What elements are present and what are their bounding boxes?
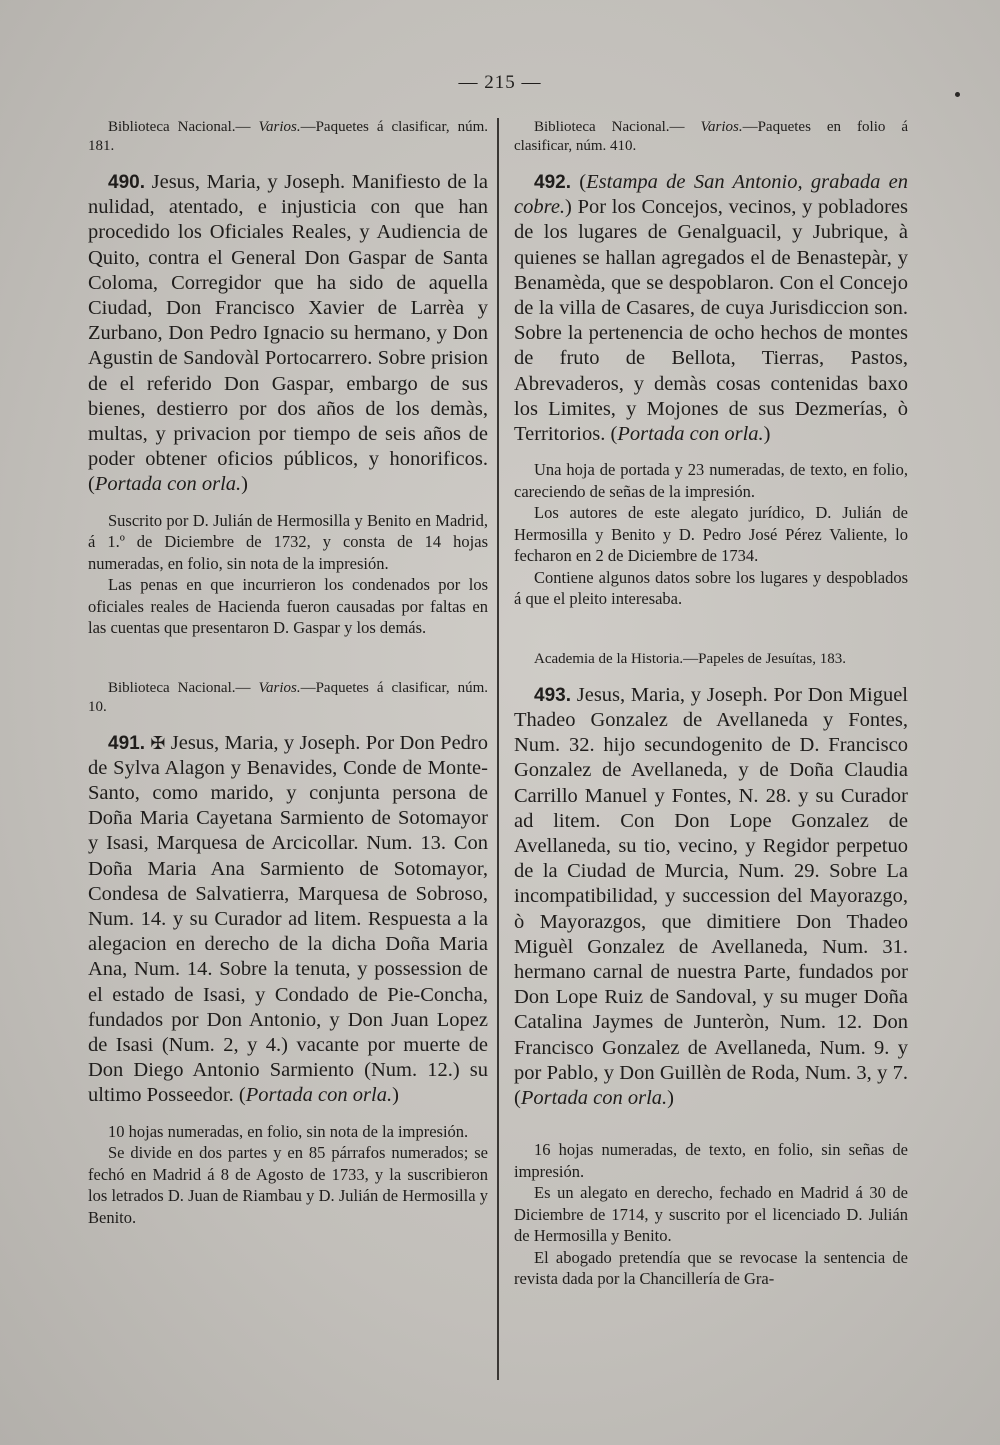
spacer [88,639,488,679]
page-number: — 215 — [458,72,542,93]
source-line-491 [88,679,488,717]
source-italic: Varios. [258,679,301,696]
source-italic: Varios. [700,119,743,135]
entry-493 [514,683,908,1111]
entry-491 [88,731,488,1109]
entry-body: Jesus, Maria, y Joseph. Por Don Miguel Thadeo Gonzalez de Avellaneda y Fontes, Num. 32. hijo secundogenito de D. Francisco Gonzalez de Avellaneda, y de Doña Claudia Carrillo Manuel y Fontes, N. 28. y su Curador ad litem. Con Don Lope Gonzalez de Avellaneda, su tio, vecino, y Regidor perpetuo de la Ciudad de Murcia, Num. 29. Sobre La incompatibilidad, y succession del Mayorazgo, ò Mayorazgos, que dimitiere Don Thadeo Miguèl Gonzalez de Avellaneda, Num. 31. hermano carnal de nuestra Parte, fundados por Don Lope Ruiz de Sandoval, y su muger Doña Catalina Jaymes de Junteròn, Num. 12. Don Francisco Gonzalez de Avellaneda, Num. 9. y por Pablo, y Don Guillèn de Roda, Num. 3, y 7. ( [514,683,908,1109]
note: El abogado pretendía que se revocase la sentencia de revista dada por la Chancillería de Gra- [514,1247,908,1289]
note: Suscrito por D. Julián de Hermosilla y Benito en Madrid, á 1.º de Diciembre de 1732, y consta de 14 hojas numeradas, en folio, sin nota de la impresión. [88,510,488,573]
entry-body: Jesus, Maria, y Joseph. Por Don Pedro de Sylva Alagon y Benavides, Conde de Monte-Santo, como marido, y conjunta persona de Doña Maria Cayetana Sarmiento de Sotomayor y Isasi, Marquesa de Arcicollar. Num. 13. Con Doña Maria Ana Sarmiento de Sotomayor, Condesa de Salvatierra, Marquesa de Sobroso, Num. 14. y su Curador ad litem. Respuesta a la alegacion en derecho de la dicha Doña Maria Ana, Num. 14. Sobre la tenuta, y possession de el estado de Isasi, y Condado de Pie-Concha, fundados por Don Antonio, y Don Juan Lopez de Isasi (Num. 2, y 4.) vacante por muerte de Don Diego Antonio Sarmiento (Num. 12.) su ultimo Posseedor. ( [88,731,489,1107]
column-divider [497,118,499,1380]
entry-490 [88,170,488,498]
entry-number: 490. [108,172,145,193]
cross-icon: ✠ [150,732,166,754]
entry-body-italic: Portada con orla. [520,1086,668,1109]
spacer [514,1123,908,1139]
spacer [514,610,908,650]
entry-number: 491. [108,732,145,754]
entry-body: ) Por los Concejos, vecinos, y pobladores de los lugares de Genalguacil, y Jubrique, à quienes se hallan agregados el de Benastepàr, y Benamèda, que se despoblaron. Con el Concejo de la villa de Casares, de cuya Jurisdiccion son. Sobre la pertenencia de ocho hechos de montes de fruto de Bellota, Tierras, Pastos, Abrevaderos, y demàs cosas contenidas baxo los Limites, y Mojones de sus Dezmerías, ò Territorios. ( [514,196,908,446]
entry-body-lead: ( [570,171,587,193]
entry-body-end: ) [392,1084,399,1107]
note: Una hoja de portada y 23 numeradas, de texto, en folio, careciendo de señas de la impresión. [514,460,908,501]
source-line-492 [514,118,908,156]
note: Es un alegato en derecho, fechado en Madrid á 30 de Diciembre de 1714, y suscrito por el licenciado D. Julián de Hermosilla y Benito. [514,1183,908,1246]
entry-body-italic: Portada con orla. [245,1084,393,1107]
note: Se divide en dos partes y en 85 párrafos numerados; se fechó en Madrid á 8 de Agosto de 1733, y la suscribieron los letrados D. Juan de Riambau y D. Julián de Hermosilla y Benito. [88,1143,488,1227]
entry-number: 492. [534,172,571,193]
source-suffix: —Paquetes á clasificar, núm. 10. [88,679,488,715]
ink-speck [955,92,960,97]
entry-body-lead-italic: Estampa de San Antonio, grabada en cobre. [514,171,909,219]
right-column [514,118,908,1290]
source-prefix: Biblioteca Nacional.— [108,119,259,135]
entry-body-end: ) [763,423,771,446]
source-line-490 [88,118,488,156]
note: 16 hojas numeradas, de texto, en folio, sin señas de impresión. [514,1140,908,1181]
note: Los autores de este alegato jurídico, D. Julián de Hermosilla y Benito y D. Pedro José Pérez Valiente, lo fecharon en 2 de Diciembre de 1734. [514,503,908,566]
entry-body: Jesus, Maria, y Joseph. Manifiesto de la nulidad, atentado, e injusticia con que han procedido los Oficiales Reales, y Audiencia de Quito, contra el General Don Gaspar de Santa Coloma, Corregidor que ha sido de aquella Ciudad, Don Francisco Xavier de Larrèa y Zurbano, Don Pedro Ignacio su hermano, y Don Agustin de Sandovàl Portocarrero. Sobre prision de el referido Don Gaspar, embargo de sus bienes, destierro por dos años de los demàs, multas, y privacion por tiempo de seis años de poder obtener oficios públicos, y honorificos. ( [88,171,488,496]
source-italic: Varios. [258,119,301,135]
entry-492 [514,170,908,447]
source-suffix: —Paquetes en folio á clasificar, núm. 410. [514,119,908,154]
entry-number: 493. [534,684,571,706]
left-column [88,118,488,1228]
entry-body-end: ) [667,1086,674,1109]
source-prefix: Biblioteca Nacional.— [534,119,701,135]
note: 10 hojas numeradas, en folio, sin nota de la impresión. [108,1121,469,1141]
source-suffix: —Paquetes á clasificar, núm. 181. [88,119,488,154]
entry-body-italic: Portada con orla. [617,423,764,446]
note: Contiene algunos datos sobre los lugares y despoblados á que el pleito interesaba. [514,567,908,609]
note: Las penas en que incurrieron los condenados por los oficiales reales de Hacienda fueron causadas por faltas en las cuentas que presentaron D. Gaspar y los demás. [88,575,488,638]
source-line-493: Academia de la Historia.—Papeles de Jesuítas, 183. [534,650,846,667]
entry-body-italic: Portada con orla. [94,473,242,496]
source-prefix: Biblioteca Nacional.— [108,679,259,696]
entry-body-end: ) [241,473,248,496]
